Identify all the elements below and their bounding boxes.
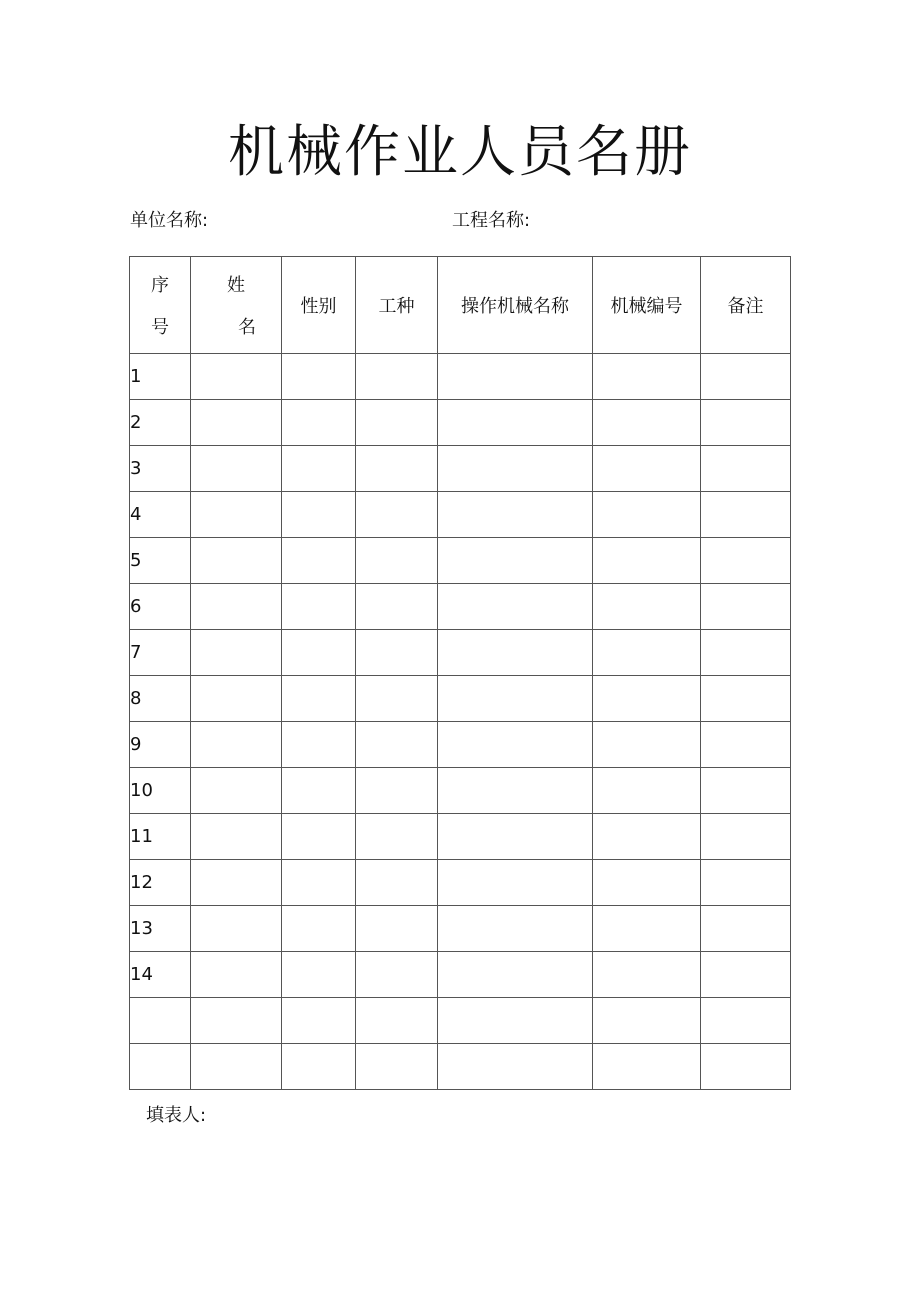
document-title: 机械作业人员名册 [228, 120, 692, 185]
trade-cell[interactable] [356, 768, 438, 814]
row-number-cell: 13 [130, 906, 191, 952]
row-number-cell: 11 [130, 814, 191, 860]
machine-no-cell[interactable] [593, 998, 701, 1044]
gender-cell[interactable] [282, 768, 356, 814]
machine-name-cell[interactable] [438, 446, 593, 492]
gender-cell[interactable] [282, 814, 356, 860]
header-trade: 工种 [356, 257, 438, 354]
table-row [130, 768, 791, 814]
trade-cell[interactable] [356, 354, 438, 400]
machine-no-cell[interactable] [593, 538, 701, 584]
table-row [130, 400, 791, 446]
table-row [130, 1044, 791, 1090]
machine-name-cell[interactable] [438, 584, 593, 630]
gender-cell[interactable] [282, 400, 356, 446]
name-cell[interactable] [191, 814, 282, 860]
gender-cell[interactable] [282, 722, 356, 768]
name-cell[interactable] [191, 860, 282, 906]
gender-cell[interactable] [282, 492, 356, 538]
row-number-cell: 5 [130, 538, 191, 584]
machine-no-cell[interactable] [593, 446, 701, 492]
machine-name-cell[interactable] [438, 998, 593, 1044]
machine-no-cell[interactable] [593, 400, 701, 446]
machine-no-cell[interactable] [593, 676, 701, 722]
trade-cell[interactable] [356, 446, 438, 492]
table-row [130, 814, 791, 860]
trade-cell[interactable] [356, 538, 438, 584]
machine-no-cell[interactable] [593, 492, 701, 538]
remarks-cell[interactable] [701, 446, 791, 492]
name-cell[interactable] [191, 354, 282, 400]
machine-name-cell[interactable] [438, 768, 593, 814]
row-number-cell [130, 998, 191, 1044]
machine-name-cell[interactable] [438, 952, 593, 998]
name-cell[interactable] [191, 676, 282, 722]
remarks-cell[interactable] [701, 1044, 791, 1090]
table-row [130, 446, 791, 492]
machine-no-cell[interactable] [593, 1044, 701, 1090]
trade-cell[interactable] [356, 1044, 438, 1090]
row-number-cell: 2 [130, 400, 191, 446]
name-cell[interactable] [191, 952, 282, 998]
name-cell[interactable] [191, 1044, 282, 1090]
row-number-cell: 7 [130, 630, 191, 676]
header-remarks: 备注 [701, 257, 791, 354]
name-cell[interactable] [191, 998, 282, 1044]
row-number-cell: 6 [130, 584, 191, 630]
machine-name-cell[interactable] [438, 676, 593, 722]
gender-cell[interactable] [282, 952, 356, 998]
trade-cell[interactable] [356, 860, 438, 906]
table-row [130, 630, 791, 676]
row-number-cell: 8 [130, 676, 191, 722]
header-machine-name: 操作机械名称 [438, 257, 593, 354]
gender-cell[interactable] [282, 446, 356, 492]
machine-name-cell[interactable] [438, 492, 593, 538]
gender-cell[interactable] [282, 354, 356, 400]
row-number-cell: 4 [130, 492, 191, 538]
trade-cell[interactable] [356, 676, 438, 722]
remarks-cell[interactable] [701, 860, 791, 906]
remarks-cell[interactable] [701, 630, 791, 676]
name-cell[interactable] [191, 630, 282, 676]
filler-label: 填表人: [146, 1105, 207, 1126]
table-row [130, 492, 791, 538]
gender-cell[interactable] [282, 906, 356, 952]
header-seq-line1: 序 [151, 275, 169, 296]
machine-name-cell[interactable] [438, 538, 593, 584]
header-gender: 性别 [282, 257, 356, 354]
machine-name-cell[interactable] [438, 860, 593, 906]
row-number-cell: 3 [130, 446, 191, 492]
name-cell[interactable] [191, 906, 282, 952]
gender-cell[interactable] [282, 630, 356, 676]
name-cell[interactable] [191, 722, 282, 768]
machine-no-cell[interactable] [593, 354, 701, 400]
table-row [130, 722, 791, 768]
trade-cell[interactable] [356, 998, 438, 1044]
table-row [130, 860, 791, 906]
trade-cell[interactable] [356, 630, 438, 676]
machine-no-cell[interactable] [593, 814, 701, 860]
machine-name-cell[interactable] [438, 400, 593, 446]
gender-cell[interactable] [282, 1044, 356, 1090]
machine-name-cell[interactable] [438, 1044, 593, 1090]
table-row [130, 998, 791, 1044]
machine-no-cell[interactable] [593, 768, 701, 814]
machine-no-cell[interactable] [593, 630, 701, 676]
machine-name-cell[interactable] [438, 906, 593, 952]
gender-cell[interactable] [282, 998, 356, 1044]
remarks-cell[interactable] [701, 354, 791, 400]
remarks-cell[interactable] [701, 722, 791, 768]
machine-name-cell[interactable] [438, 630, 593, 676]
trade-cell[interactable] [356, 952, 438, 998]
machine-no-cell[interactable] [593, 952, 701, 998]
header-name [191, 257, 282, 354]
name-cell[interactable] [191, 584, 282, 630]
name-cell[interactable] [191, 446, 282, 492]
header-seq-line2: 号 [151, 317, 169, 338]
remarks-cell[interactable] [701, 492, 791, 538]
table-row [130, 584, 791, 630]
name-cell[interactable] [191, 400, 282, 446]
table-row [130, 538, 791, 584]
row-number-cell: 14 [130, 952, 191, 998]
remarks-cell[interactable] [701, 584, 791, 630]
remarks-cell[interactable] [701, 768, 791, 814]
name-cell[interactable] [191, 538, 282, 584]
header-name-line2: 名 [238, 317, 256, 338]
header-machine-no: 机械编号 [593, 257, 701, 354]
trade-cell[interactable] [356, 906, 438, 952]
header-row [130, 257, 791, 354]
trade-cell[interactable] [356, 722, 438, 768]
header-seq [130, 257, 191, 354]
name-cell[interactable] [191, 492, 282, 538]
gender-cell[interactable] [282, 860, 356, 906]
remarks-cell[interactable] [701, 814, 791, 860]
project-name-label: 工程名称: [452, 210, 531, 231]
unit-name-label: 单位名称: [130, 210, 209, 231]
trade-cell[interactable] [356, 400, 438, 446]
header-name-line1: 姓 [227, 275, 245, 296]
remarks-cell[interactable] [701, 998, 791, 1044]
trade-cell[interactable] [356, 492, 438, 538]
table-row [130, 906, 791, 952]
row-number-cell: 10 [130, 768, 191, 814]
roster-body [130, 354, 791, 1090]
machine-no-cell[interactable] [593, 906, 701, 952]
roster-table [129, 256, 791, 1090]
machine-no-cell[interactable] [593, 860, 701, 906]
table-row [130, 676, 791, 722]
gender-cell[interactable] [282, 584, 356, 630]
remarks-cell[interactable] [701, 952, 791, 998]
name-cell[interactable] [191, 768, 282, 814]
machine-no-cell[interactable] [593, 584, 701, 630]
table-row [130, 952, 791, 998]
trade-cell[interactable] [356, 814, 438, 860]
row-number-cell [130, 1044, 191, 1090]
remarks-cell[interactable] [701, 538, 791, 584]
remarks-cell[interactable] [701, 676, 791, 722]
machine-name-cell[interactable] [438, 354, 593, 400]
remarks-cell[interactable] [701, 400, 791, 446]
machine-no-cell[interactable] [593, 722, 701, 768]
gender-cell[interactable] [282, 538, 356, 584]
remarks-cell[interactable] [701, 906, 791, 952]
table-row [130, 354, 791, 400]
trade-cell[interactable] [356, 584, 438, 630]
row-number-cell: 9 [130, 722, 191, 768]
machine-name-cell[interactable] [438, 814, 593, 860]
row-number-cell: 1 [130, 354, 191, 400]
row-number-cell: 12 [130, 860, 191, 906]
gender-cell[interactable] [282, 676, 356, 722]
machine-name-cell[interactable] [438, 722, 593, 768]
